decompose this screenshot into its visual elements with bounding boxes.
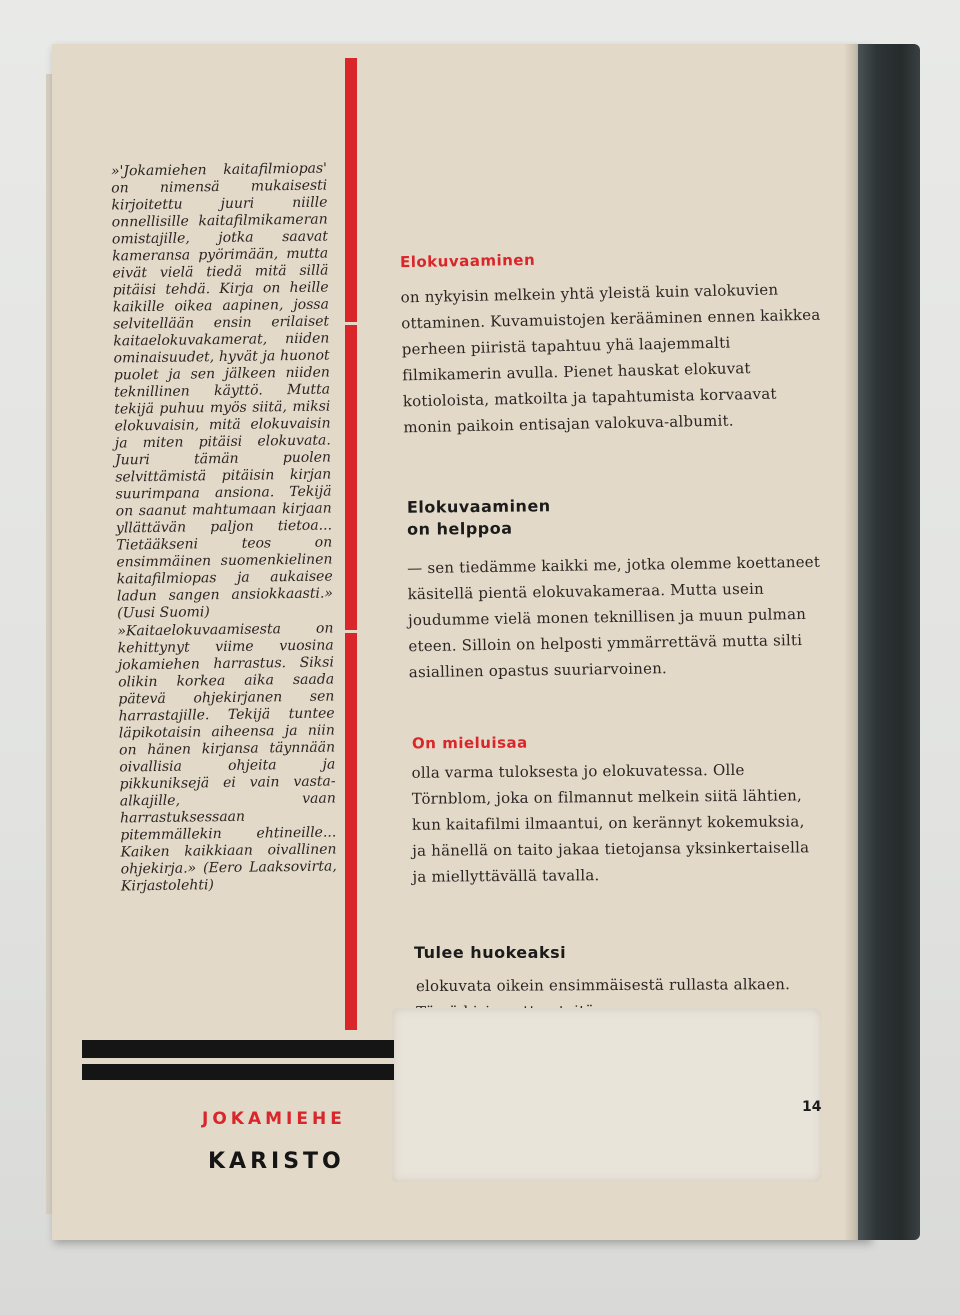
book-spine [858, 44, 920, 1240]
red-bar-gap [345, 630, 357, 633]
publisher-name: KARISTO [208, 1149, 345, 1174]
heading-line-1: Elokuvaaminen [406, 496, 551, 517]
heading-on-helppoa [407, 495, 551, 541]
black-stripe [82, 1064, 394, 1080]
review-quotes [111, 161, 337, 897]
book [52, 44, 918, 1244]
red-bar-gap [345, 322, 357, 325]
back-cover [52, 44, 870, 1240]
heading-on-mieluisaa: On mieluisaa [411, 733, 528, 753]
red-vertical-bar [345, 58, 357, 1030]
heading-tulee-huokeaksi: Tulee huokeaksi [414, 943, 567, 962]
heading-elokuvaaminen: Elokuvaaminen [399, 250, 536, 272]
torn-sticker-residue [392, 1008, 822, 1182]
black-stripe [82, 1040, 394, 1058]
text-elokuvaaminen: on nykyisin melkein yhtä yleistä kuin valokuvien ottaminen. Kuvamuistojen kerääminen ennen kaikkea perheen piiristä tapahtuu yhä laajemmalti filmikamerin avulla. Pienet hauskat elokuvat kotioloista, matkoilta ja tapahtumista korvaavat monin paikoin entisajan valokuva-albumit. [400, 280, 821, 437]
review-quote-2: »Kaitaelokuvaamisesta on kehittynyt viime vuosina jokamiehen harrastus. Siksi olikin korkea aika saada pätevä ohjekirjanen sen harrastajille. Tekijä tuntee läpikotaisin aiheensa ja niin on hänen kirjansa täynnään oivallisia ohjeita ja pikkuniksejä ei vain vasta-alkajille, vaan harrastuksessaan pitemmällekin ehtineille... Kaiken kaikkiaan oivallinen ohjekirja.» (Eero Laaksovirta, Kirjastolehti) [117, 620, 337, 895]
series-title: JOKAMIEHE [202, 1109, 346, 1129]
text-on-helppoa: — sen tiedämme kaikki me, jotka olemme koettaneet käsitellä pientä elokuvakameraa. Mutta usein joudumme vielä monen teknillisen ja muun pulman eteen. Silloin on helposti ymmärrettävä mutta silti asiallinen opastus suuriarvoinen. [407, 552, 821, 682]
page-number: 14 [802, 1099, 822, 1115]
heading-line-2: on helppoa [407, 518, 513, 539]
review-quote-1: »'Jokamiehen kaitafilmiopas' on nimensä mukaisesti kirjoitettu juuri niille onnellisille kaitafilmikameran omistajille, jotka saavat kameransa pyörimään, mutta eivät vielä tiedä mitä sillä pitäisi tehdä. Kirja on heille kaikille oikea aapinen, jossa selvitellään ensin erilaiset kaitaelokuvakamerat, niiden ominaisuudet, hyvät ja huonot puolet ja sen jälkeen niiden teknillinen käyttö. Mutta tekijä puhuu myös siitä, miksi elokuvaisin, mitä elokuvaisin ja miten pitäisi elokuvata. Juuri tämän puolen selvittämistä pitäisin kirjan suurimpana ansiona. Tekijä on saanut mahtumaan kirjaan yllättävän paljon tietoa... Tietääkseni teos on ensimmäinen suomenkielinen kaitafilmiopas ja aukaisee ladun sangen ansiokkaasti.» (Uusi Suomi) [110, 160, 334, 622]
text-line-1: elokuvata oikein ensimmäisestä rullasta alkaen. [415, 975, 791, 996]
text-on-mieluisaa: olla varma tuloksesta jo elokuvatessa. Olle Törnblom, joka on filmannut melkein siitä lähtien, kun kaitafilmi ilmaantui, on kerännyt kokemuksia, ja hänellä on taito jakaa tietojansa yksinkertaisella ja miellyttävällä tavalla. [411, 760, 810, 886]
